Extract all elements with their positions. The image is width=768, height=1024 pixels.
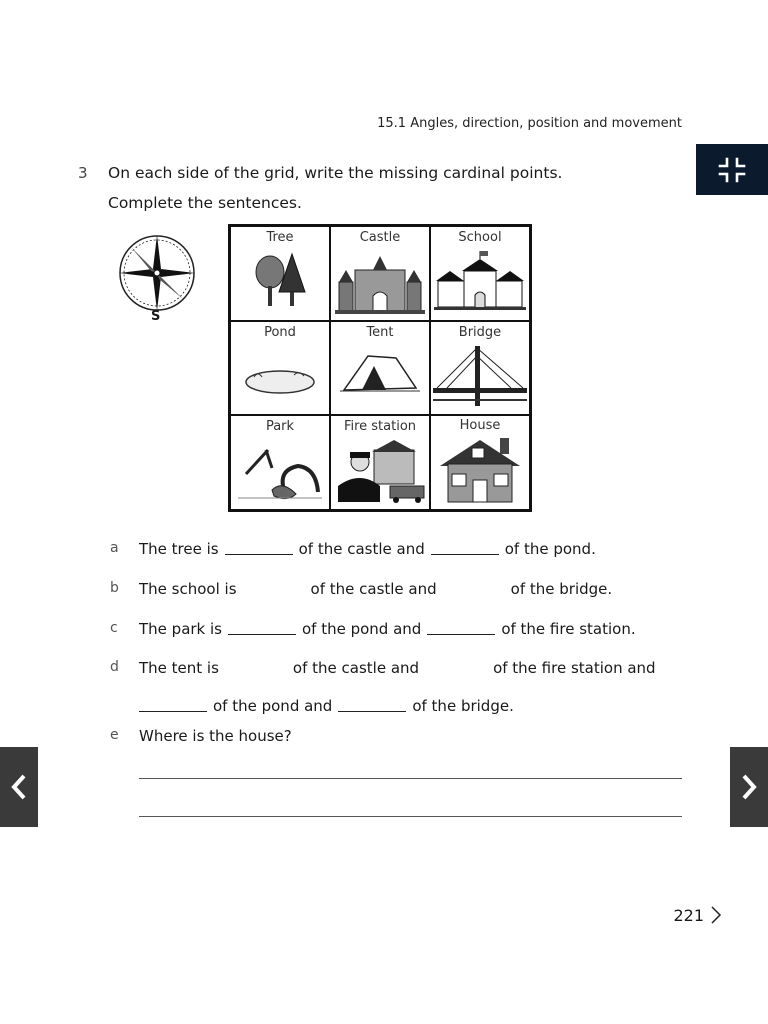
sentence-letter: d (110, 659, 119, 675)
grid-cell-tent (330, 321, 430, 416)
sentence-letter: c (110, 620, 118, 636)
grid-cell-pond (230, 321, 330, 416)
next-page-button[interactable] (730, 747, 768, 827)
sentence-text: of the castle and (298, 540, 425, 558)
sentence-text: of the fire station and (493, 659, 656, 677)
cell-label: Park (265, 419, 295, 435)
cell-label: Bridge (458, 324, 502, 340)
grid-cell-school (430, 226, 530, 321)
house-icon (438, 436, 522, 504)
answer-blank[interactable] (139, 710, 207, 712)
tent-icon (340, 350, 420, 394)
question-instruction-2: Complete the sentences. (108, 194, 302, 212)
chevron-right-icon (740, 773, 758, 801)
grid-cell-fire-station (330, 415, 430, 510)
sentence-text: of the fire station. (501, 620, 636, 638)
sentence-text: of the bridge. (510, 580, 613, 598)
grid-cell-castle (330, 226, 430, 321)
cell-label: Fire station (343, 419, 417, 435)
cell-label: Pond (264, 324, 296, 340)
sentence-text: The school is (139, 580, 237, 598)
fire-station-icon (334, 440, 426, 504)
question-instruction: On each side of the grid, write the missing cardinal points. (108, 164, 563, 182)
grid-cell-park (230, 415, 330, 510)
cell-label: School (458, 230, 502, 245)
answer-blank[interactable] (225, 553, 293, 555)
sentence-text: of the castle and (292, 659, 420, 677)
answer-line[interactable] (139, 778, 682, 779)
sentence-letter: a (110, 540, 119, 556)
cell-label: Tree (266, 230, 294, 245)
grid-cell-house (430, 415, 530, 510)
sentence-e: Where is the house? (139, 727, 292, 745)
page-number: 221 (673, 905, 704, 925)
sentence-text: of the castle and (310, 580, 437, 598)
answer-blank[interactable] (338, 710, 406, 712)
cell-label: House (459, 418, 501, 434)
bridge-icon (433, 344, 527, 410)
section-header: 15.1 Angles, direction, position and movement (377, 116, 682, 131)
cell-label: Castle (359, 230, 401, 245)
sentence-b (139, 580, 612, 598)
sentence-letter: e (110, 727, 119, 743)
sentence-d-continued (139, 697, 514, 715)
park-icon (238, 444, 322, 502)
cell-label: Tent (366, 324, 394, 340)
question-number: 3 (78, 164, 88, 182)
exit-fullscreen-button[interactable] (696, 144, 768, 195)
castle-icon (335, 252, 425, 314)
sentence-text: The tree is (139, 540, 219, 558)
sentence-c (139, 620, 636, 638)
sentence-text: of the pond and (301, 620, 422, 638)
sentence-d (139, 659, 656, 677)
picture-grid (228, 224, 532, 512)
pond-icon (244, 367, 316, 397)
answer-line[interactable] (139, 816, 682, 817)
sentence-text: of the pond. (504, 540, 596, 558)
school-icon (434, 249, 526, 311)
page-number-indicator (673, 905, 722, 925)
answer-blank[interactable] (427, 633, 495, 635)
sentence-a (139, 540, 596, 558)
sentence-text: of the pond and (213, 697, 333, 715)
collapse-icon (717, 157, 747, 183)
sentence-text: The tent is (139, 659, 219, 677)
tree-icon (250, 252, 310, 312)
sentence-text: The park is (139, 620, 222, 638)
answer-blank[interactable] (228, 633, 296, 635)
grid-cell-tree (230, 226, 330, 321)
chevron-left-icon (10, 773, 28, 801)
sentence-letter: b (110, 580, 119, 596)
compass-south-label: S (151, 309, 161, 324)
grid-cell-bridge (430, 321, 530, 416)
answer-blank[interactable] (431, 553, 499, 555)
previous-page-button[interactable] (0, 747, 38, 827)
sentence-text: of the bridge. (412, 697, 514, 715)
chevron-right-icon[interactable] (710, 905, 722, 925)
